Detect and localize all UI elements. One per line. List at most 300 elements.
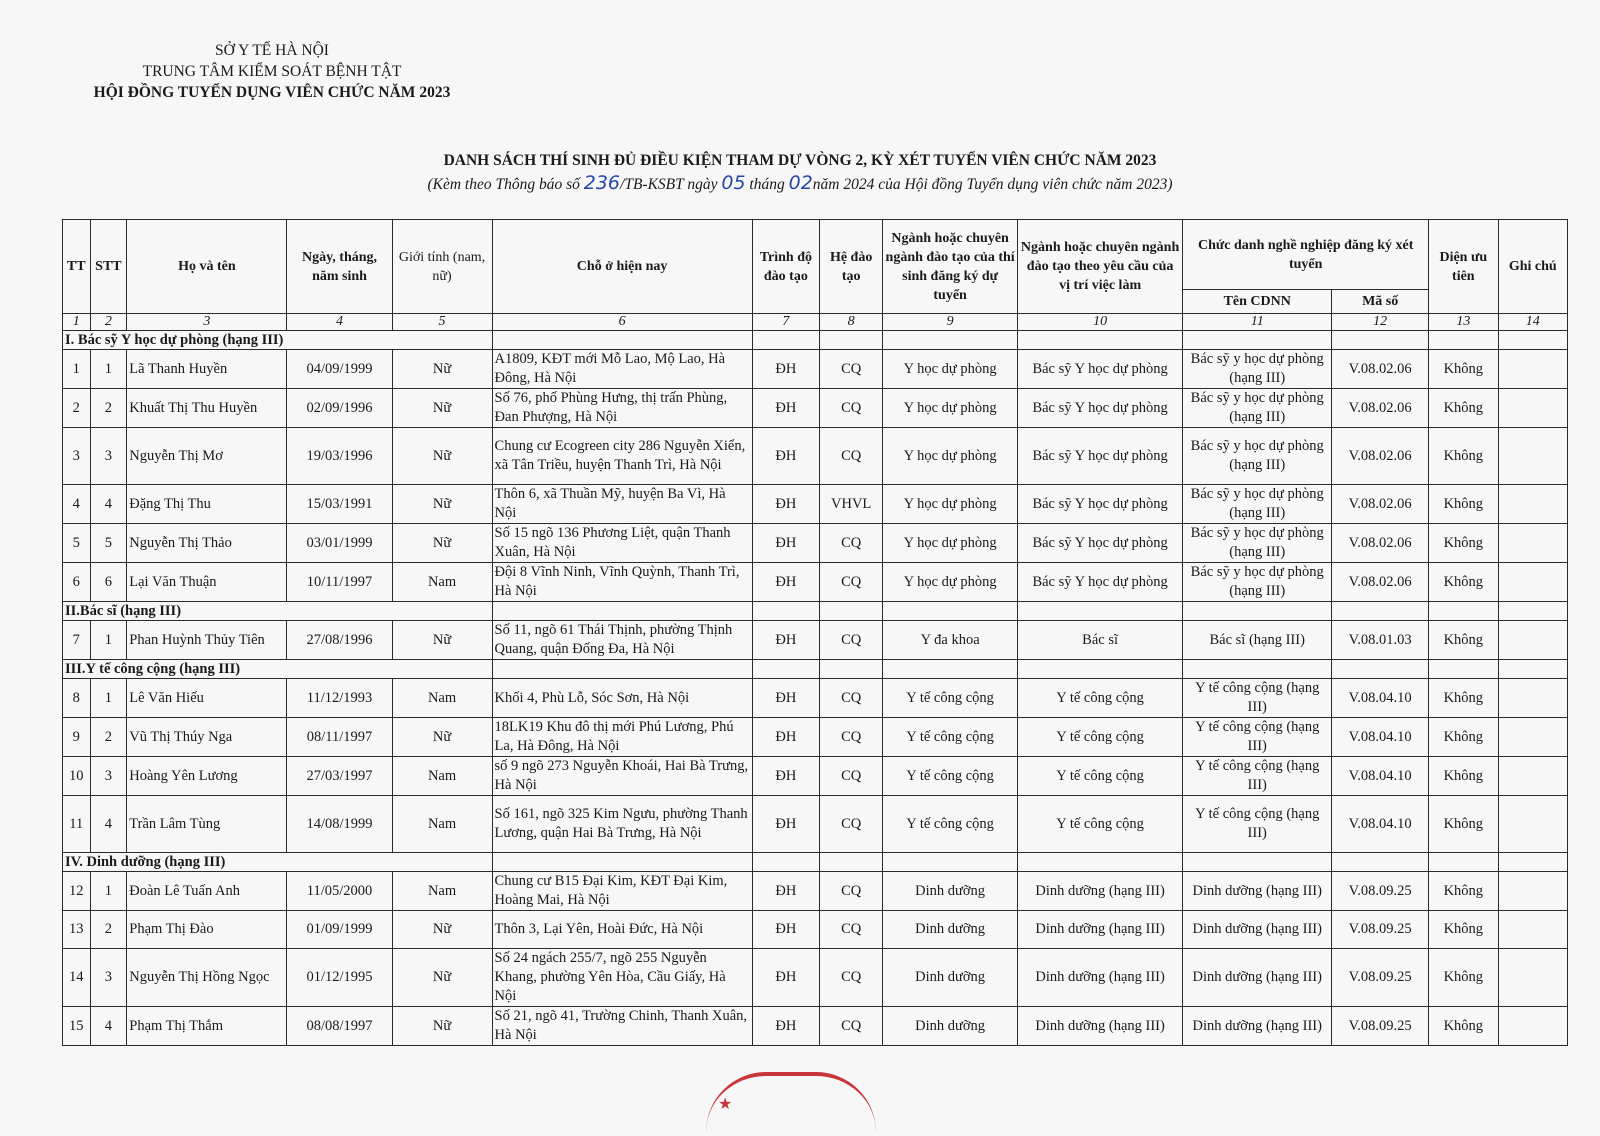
column-number: 14 — [1498, 314, 1568, 331]
cell-tt: 11 — [63, 796, 91, 853]
cell-required: Y tế công cộng — [1017, 718, 1182, 757]
cell-tt: 2 — [63, 389, 91, 428]
cell-mode: CQ — [820, 428, 883, 485]
cell-required: Y tế công cộng — [1017, 679, 1182, 718]
column-number: 5 — [392, 314, 492, 331]
column-number: 9 — [883, 314, 1018, 331]
table-row — [63, 872, 1568, 911]
section-row — [63, 602, 1568, 621]
cell-priority: Không — [1429, 485, 1498, 524]
cell-name: Trần Lâm Tùng — [127, 796, 287, 853]
cell-required: Dinh dưỡng (hạng III) — [1017, 911, 1182, 949]
section-title: III.Y tế công cộng (hạng III) — [63, 660, 493, 679]
cell-gender: Nữ — [392, 524, 492, 563]
cell-position: Bác sỹ y học dự phòng (hạng III) — [1183, 389, 1332, 428]
cell-name: Lê Văn Hiếu — [127, 679, 287, 718]
cell-tt: 4 — [63, 485, 91, 524]
section-blank-cell — [1017, 660, 1182, 679]
cell-note — [1498, 718, 1568, 757]
cell-position: Bác sĩ (hạng III) — [1183, 621, 1332, 660]
cell-major: Y đa khoa — [883, 621, 1018, 660]
section-blank-cell — [1332, 853, 1429, 872]
section-blank-cell — [1332, 331, 1429, 350]
cell-name: Đặng Thị Thu — [127, 485, 287, 524]
cell-code: V.08.09.25 — [1332, 949, 1429, 1007]
cell-mode: CQ — [820, 911, 883, 949]
subtitle-text: /TB-KSBT ngày — [620, 176, 722, 193]
cell-dob: 19/03/1996 — [287, 428, 392, 485]
cell-note — [1498, 679, 1568, 718]
cell-address: số 9 ngõ 273 Nguyễn Khoái, Hai Bà Trưng, Hà Nội — [492, 757, 752, 796]
col-header-address: Chỗ ở hiện nay — [492, 220, 752, 314]
cell-stt: 1 — [90, 350, 127, 389]
section-blank-cell — [752, 602, 819, 621]
cell-tt: 10 — [63, 757, 91, 796]
section-title: I. Bác sỹ Y học dự phòng (hạng III) — [63, 331, 493, 350]
section-blank-cell — [820, 331, 883, 350]
column-number: 11 — [1183, 314, 1332, 331]
cell-name: Đoàn Lê Tuấn Anh — [127, 872, 287, 911]
cell-mode: CQ — [820, 796, 883, 853]
cell-stt: 6 — [90, 563, 127, 602]
cell-code: V.08.02.06 — [1332, 524, 1429, 563]
col-header-gender: Giới tính (nam, nữ) — [392, 220, 492, 314]
table-row — [63, 911, 1568, 949]
cell-address: Chung cư Ecogreen city 286 Nguyễn Xiển, xã Tân Triều, huyện Thanh Trì, Hà Nội — [492, 428, 752, 485]
official-seal — [706, 1072, 876, 1136]
cell-tt: 7 — [63, 621, 91, 660]
cell-level: ĐH — [752, 389, 819, 428]
cell-level: ĐH — [752, 1007, 819, 1046]
section-blank-cell — [1183, 660, 1332, 679]
section-blank-cell — [1332, 602, 1429, 621]
section-blank-cell — [883, 853, 1018, 872]
cell-stt: 2 — [90, 389, 127, 428]
cell-mode: CQ — [820, 621, 883, 660]
cell-dob: 02/09/1996 — [287, 389, 392, 428]
column-number: 3 — [127, 314, 287, 331]
cell-major: Dinh dưỡng — [883, 872, 1018, 911]
cell-note — [1498, 524, 1568, 563]
column-number-row — [63, 314, 1568, 331]
cell-note — [1498, 796, 1568, 853]
section-row — [63, 331, 1568, 350]
cell-mode: CQ — [820, 949, 883, 1007]
cell-address: Chung cư B15 Đại Kim, KĐT Đại Kim, Hoàng Mai, Hà Nội — [492, 872, 752, 911]
cell-name: Nguyễn Thị Thảo — [127, 524, 287, 563]
cell-required: Dinh dưỡng (hạng III) — [1017, 1007, 1182, 1046]
cell-position: Y tế công cộng (hạng III) — [1183, 679, 1332, 718]
cell-name: Khuất Thị Thu Huyền — [127, 389, 287, 428]
col-header-mode: Hệ đào tạo — [820, 220, 883, 314]
cell-code: V.08.01.03 — [1332, 621, 1429, 660]
cell-name: Lại Văn Thuận — [127, 563, 287, 602]
cell-position: Bác sỹ y học dự phòng (hạng III) — [1183, 428, 1332, 485]
cell-level: ĐH — [752, 485, 819, 524]
cell-tt: 1 — [63, 350, 91, 389]
candidate-table — [62, 219, 1568, 1046]
cell-priority: Không — [1429, 524, 1498, 563]
cell-address: Số 24 ngách 255/7, ngõ 255 Nguyễn Khang, phường Yên Hòa, Cầu Giấy, Hà Nội — [492, 949, 752, 1007]
cell-gender: Nam — [392, 679, 492, 718]
document-title: DANH SÁCH THÍ SINH ĐỦ ĐIỀU KIỆN THAM DỰ VÒNG 2, KỲ XÉT TUYỂN VIÊN CHỨC NĂM 2023 — [443, 152, 1157, 169]
col-header-name: Họ và tên — [127, 220, 287, 314]
cell-required: Y tế công cộng — [1017, 796, 1182, 853]
cell-position: Bác sỹ y học dự phòng (hạng III) — [1183, 350, 1332, 389]
subtitle-text: năm 2024 của Hội đồng Tuyển dụng viên chức năm 2023) — [812, 176, 1173, 193]
section-blank-cell — [1498, 331, 1568, 350]
cell-position: Bác sỹ y học dự phòng (hạng III) — [1183, 563, 1332, 602]
cell-mode: CQ — [820, 757, 883, 796]
cell-priority: Không — [1429, 949, 1498, 1007]
cell-mode: CQ — [820, 1007, 883, 1046]
cell-position: Dinh dưỡng (hạng III) — [1183, 949, 1332, 1007]
cell-level: ĐH — [752, 524, 819, 563]
cell-priority: Không — [1429, 350, 1498, 389]
document-title-block — [300, 150, 1300, 196]
cell-position: Y tế công cộng (hạng III) — [1183, 718, 1332, 757]
cell-gender: Nữ — [392, 621, 492, 660]
cell-gender: Nam — [392, 563, 492, 602]
cell-major: Y học dự phòng — [883, 485, 1018, 524]
cell-code: V.08.02.06 — [1332, 350, 1429, 389]
cell-dob: 10/11/1997 — [287, 563, 392, 602]
cell-required: Bác sỹ Y học dự phòng — [1017, 428, 1182, 485]
table-row — [63, 757, 1568, 796]
table-row — [63, 679, 1568, 718]
cell-priority: Không — [1429, 796, 1498, 853]
cell-mode: CQ — [820, 524, 883, 563]
section-blank-cell — [752, 331, 819, 350]
cell-dob: 11/05/2000 — [287, 872, 392, 911]
cell-level: ĐH — [752, 718, 819, 757]
cell-dob: 14/08/1999 — [287, 796, 392, 853]
section-blank-cell — [1429, 660, 1498, 679]
cell-stt: 1 — [90, 872, 127, 911]
col-header-position-name: Tên CDNN — [1183, 290, 1332, 314]
cell-stt: 5 — [90, 524, 127, 563]
cell-tt: 6 — [63, 563, 91, 602]
section-blank-cell — [752, 660, 819, 679]
col-header-tt: TT — [63, 220, 91, 314]
cell-major: Y học dự phòng — [883, 563, 1018, 602]
section-blank-cell — [1017, 331, 1182, 350]
section-blank-cell — [492, 602, 752, 621]
cell-major: Y tế công cộng — [883, 796, 1018, 853]
cell-stt: 3 — [90, 428, 127, 485]
column-number: 13 — [1429, 314, 1498, 331]
section-blank-cell — [492, 853, 752, 872]
cell-code: V.08.09.25 — [1332, 1007, 1429, 1046]
cell-name: Hoàng Yên Lương — [127, 757, 287, 796]
table-row — [63, 428, 1568, 485]
cell-tt: 3 — [63, 428, 91, 485]
cell-address: Số 15 ngõ 136 Phương Liệt, quận Thanh Xuân, Hà Nội — [492, 524, 752, 563]
cell-note — [1498, 949, 1568, 1007]
section-row — [63, 853, 1568, 872]
table-body — [63, 314, 1568, 1046]
cell-dob: 08/08/1997 — [287, 1007, 392, 1046]
cell-major: Y tế công cộng — [883, 679, 1018, 718]
cell-tt: 13 — [63, 911, 91, 949]
cell-level: ĐH — [752, 621, 819, 660]
cell-major: Dinh dưỡng — [883, 911, 1018, 949]
cell-code: V.08.02.06 — [1332, 485, 1429, 524]
cell-dob: 08/11/1997 — [287, 718, 392, 757]
authority-line-1: SỞ Y TẾ HÀ NỘI — [215, 42, 329, 59]
cell-gender: Nữ — [392, 911, 492, 949]
cell-gender: Nữ — [392, 428, 492, 485]
cell-level: ĐH — [752, 911, 819, 949]
cell-major: Y tế công cộng — [883, 757, 1018, 796]
col-header-dob: Ngày, tháng, năm sinh — [287, 220, 392, 314]
document-subtitle — [300, 172, 1300, 196]
cell-stt: 4 — [90, 485, 127, 524]
section-blank-cell — [752, 853, 819, 872]
cell-position: Bác sỹ y học dự phòng (hạng III) — [1183, 524, 1332, 563]
cell-code: V.08.02.06 — [1332, 563, 1429, 602]
section-blank-cell — [1332, 660, 1429, 679]
col-header-required: Ngành hoặc chuyên ngành đào tạo theo yêu cầu của vị trí việc làm — [1017, 220, 1182, 314]
cell-major: Y tế công cộng — [883, 718, 1018, 757]
cell-major: Y học dự phòng — [883, 389, 1018, 428]
section-title: IV. Dinh dưỡng (hạng III) — [63, 853, 493, 872]
section-blank-cell — [820, 602, 883, 621]
cell-stt: 4 — [90, 1007, 127, 1046]
cell-priority: Không — [1429, 428, 1498, 485]
handwritten-day: 05 — [721, 172, 746, 194]
cell-dob: 15/03/1991 — [287, 485, 392, 524]
cell-dob: 11/12/1993 — [287, 679, 392, 718]
section-blank-cell — [1017, 602, 1182, 621]
cell-position: Dinh dưỡng (hạng III) — [1183, 911, 1332, 949]
cell-major: Dinh dưỡng — [883, 1007, 1018, 1046]
cell-required: Bác sĩ — [1017, 621, 1182, 660]
table-row — [63, 524, 1568, 563]
section-blank-cell — [492, 331, 752, 350]
cell-gender: Nữ — [392, 718, 492, 757]
cell-mode: CQ — [820, 718, 883, 757]
column-number: 8 — [820, 314, 883, 331]
cell-dob: 03/01/1999 — [287, 524, 392, 563]
cell-address: Thôn 3, Lại Yên, Hoài Đức, Hà Nội — [492, 911, 752, 949]
cell-level: ĐH — [752, 428, 819, 485]
table-row — [63, 350, 1568, 389]
cell-address: Số 21, ngõ 41, Trường Chinh, Thanh Xuân, Hà Nội — [492, 1007, 752, 1046]
cell-gender: Nam — [392, 872, 492, 911]
cell-priority: Không — [1429, 389, 1498, 428]
star-icon: ★ — [718, 1094, 733, 1113]
cell-note — [1498, 350, 1568, 389]
cell-level: ĐH — [752, 949, 819, 1007]
table-row — [63, 485, 1568, 524]
cell-position: Bác sỹ y học dự phòng (hạng III) — [1183, 485, 1332, 524]
section-blank-cell — [820, 660, 883, 679]
cell-position: Y tế công cộng (hạng III) — [1183, 796, 1332, 853]
cell-stt: 1 — [90, 621, 127, 660]
cell-major: Y học dự phòng — [883, 524, 1018, 563]
cell-address: 18LK19 Khu đô thị mới Phú Lương, Phú La, Hà Đông, Hà Nội — [492, 718, 752, 757]
column-number: 7 — [752, 314, 819, 331]
table-row — [63, 563, 1568, 602]
cell-dob: 01/09/1999 — [287, 911, 392, 949]
cell-address: Số 11, ngõ 61 Thái Thịnh, phường Thịnh Quang, quận Đống Đa, Hà Nội — [492, 621, 752, 660]
col-header-position-code: Mã số — [1332, 290, 1429, 314]
cell-required: Bác sỹ Y học dự phòng — [1017, 524, 1182, 563]
cell-code: V.08.04.10 — [1332, 757, 1429, 796]
section-blank-cell — [1183, 602, 1332, 621]
cell-major: Y học dự phòng — [883, 350, 1018, 389]
col-header-note: Ghi chú — [1498, 220, 1568, 314]
section-blank-cell — [1183, 331, 1332, 350]
table-row — [63, 718, 1568, 757]
cell-level: ĐH — [752, 563, 819, 602]
cell-dob: 04/09/1999 — [287, 350, 392, 389]
cell-dob: 27/03/1997 — [287, 757, 392, 796]
column-number: 4 — [287, 314, 392, 331]
cell-name: Nguyễn Thị Mơ — [127, 428, 287, 485]
cell-priority: Không — [1429, 757, 1498, 796]
col-header-stt: STT — [90, 220, 127, 314]
cell-gender: Nữ — [392, 350, 492, 389]
cell-code: V.08.02.06 — [1332, 389, 1429, 428]
table-row — [63, 796, 1568, 853]
cell-gender: Nữ — [392, 1007, 492, 1046]
col-header-major: Ngành hoặc chuyên ngành đào tạo của thí sinh đăng ký dự tuyển — [883, 220, 1018, 314]
cell-note — [1498, 911, 1568, 949]
authority-line-3: HỘI ĐỒNG TUYỂN DỤNG VIÊN CHỨC NĂM 2023 — [93, 84, 451, 101]
cell-priority: Không — [1429, 679, 1498, 718]
cell-name: Nguyễn Thị Hồng Ngọc — [127, 949, 287, 1007]
col-header-priority: Diện ưu tiên — [1429, 220, 1498, 314]
cell-required: Bác sỹ Y học dự phòng — [1017, 389, 1182, 428]
section-blank-cell — [1429, 331, 1498, 350]
cell-note — [1498, 485, 1568, 524]
cell-required: Dinh dưỡng (hạng III) — [1017, 949, 1182, 1007]
cell-level: ĐH — [752, 872, 819, 911]
cell-required: Bác sỹ Y học dự phòng — [1017, 563, 1182, 602]
cell-stt: 2 — [90, 911, 127, 949]
cell-address: Số 161, ngõ 325 Kim Ngưu, phường Thanh Lương, quận Hai Bà Trưng, Hà Nội — [492, 796, 752, 853]
cell-name: Lã Thanh Huyền — [127, 350, 287, 389]
cell-code: V.08.04.10 — [1332, 796, 1429, 853]
cell-priority: Không — [1429, 621, 1498, 660]
cell-code: V.08.04.10 — [1332, 679, 1429, 718]
section-blank-cell — [1183, 853, 1332, 872]
cell-position: Y tế công cộng (hạng III) — [1183, 757, 1332, 796]
cell-gender: Nam — [392, 757, 492, 796]
cell-note — [1498, 428, 1568, 485]
col-header-position: Chức danh nghề nghiệp đăng ký xét tuyển — [1183, 220, 1429, 290]
cell-major: Dinh dưỡng — [883, 949, 1018, 1007]
cell-mode: CQ — [820, 350, 883, 389]
cell-stt: 4 — [90, 796, 127, 853]
cell-required: Bác sỹ Y học dự phòng — [1017, 350, 1182, 389]
subtitle-text: (Kèm theo Thông báo số — [427, 176, 584, 193]
column-number: 10 — [1017, 314, 1182, 331]
cell-stt: 3 — [90, 757, 127, 796]
cell-tt: 15 — [63, 1007, 91, 1046]
section-blank-cell — [1429, 853, 1498, 872]
section-row — [63, 660, 1568, 679]
section-title: II.Bác sĩ (hạng III) — [63, 602, 493, 621]
column-number: 2 — [90, 314, 127, 331]
cell-mode: CQ — [820, 563, 883, 602]
cell-priority: Không — [1429, 911, 1498, 949]
cell-note — [1498, 563, 1568, 602]
section-blank-cell — [1498, 853, 1568, 872]
cell-gender: Nữ — [392, 389, 492, 428]
subtitle-text: tháng — [745, 176, 789, 193]
column-number: 6 — [492, 314, 752, 331]
cell-tt: 12 — [63, 872, 91, 911]
cell-mode: VHVL — [820, 485, 883, 524]
cell-name: Vũ Thị Thúy Nga — [127, 718, 287, 757]
column-number: 1 — [63, 314, 91, 331]
table-row — [63, 621, 1568, 660]
cell-required: Dinh dưỡng (hạng III) — [1017, 872, 1182, 911]
col-header-level: Trình độ đào tạo — [752, 220, 819, 314]
cell-level: ĐH — [752, 757, 819, 796]
section-blank-cell — [820, 853, 883, 872]
cell-level: ĐH — [752, 350, 819, 389]
cell-address: A1809, KĐT mới Mỗ Lao, Mộ Lao, Hà Đông, Hà Nội — [492, 350, 752, 389]
authority-line-2: TRUNG TÂM KIỂM SOÁT BỆNH TẬT — [142, 63, 402, 80]
cell-name: Phạm Thị Thắm — [127, 1007, 287, 1046]
section-blank-cell — [1017, 853, 1182, 872]
cell-dob: 27/08/1996 — [287, 621, 392, 660]
cell-stt: 1 — [90, 679, 127, 718]
section-blank-cell — [1498, 660, 1568, 679]
table-row — [63, 1007, 1568, 1046]
cell-required: Bác sỹ Y học dự phòng — [1017, 485, 1182, 524]
cell-address: Đội 8 Vĩnh Ninh, Vĩnh Quỳnh, Thanh Trì, Hà Nội — [492, 563, 752, 602]
cell-address: Số 76, phố Phùng Hưng, thị trấn Phùng, Đan Phượng, Hà Nội — [492, 389, 752, 428]
cell-mode: CQ — [820, 389, 883, 428]
cell-priority: Không — [1429, 718, 1498, 757]
cell-note — [1498, 757, 1568, 796]
handwritten-month: 02 — [788, 172, 813, 194]
issuing-authority — [62, 40, 482, 103]
cell-stt: 2 — [90, 718, 127, 757]
cell-level: ĐH — [752, 679, 819, 718]
cell-name: Phan Huỳnh Thủy Tiên — [127, 621, 287, 660]
cell-tt: 5 — [63, 524, 91, 563]
cell-code: V.08.09.25 — [1332, 911, 1429, 949]
cell-tt: 9 — [63, 718, 91, 757]
cell-note — [1498, 1007, 1568, 1046]
section-blank-cell — [492, 660, 752, 679]
table-row — [63, 949, 1568, 1007]
cell-mode: CQ — [820, 872, 883, 911]
cell-major: Y học dự phòng — [883, 428, 1018, 485]
cell-priority: Không — [1429, 1007, 1498, 1046]
section-blank-cell — [883, 602, 1018, 621]
cell-note — [1498, 872, 1568, 911]
cell-code: V.08.04.10 — [1332, 718, 1429, 757]
cell-level: ĐH — [752, 796, 819, 853]
cell-dob: 01/12/1995 — [287, 949, 392, 1007]
cell-code: V.08.09.25 — [1332, 872, 1429, 911]
cell-gender: Nữ — [392, 485, 492, 524]
cell-tt: 14 — [63, 949, 91, 1007]
cell-mode: CQ — [820, 679, 883, 718]
cell-address: Thôn 6, xã Thuần Mỹ, huyện Ba Vì, Hà Nội — [492, 485, 752, 524]
section-blank-cell — [1429, 602, 1498, 621]
cell-note — [1498, 621, 1568, 660]
cell-position: Dinh dưỡng (hạng III) — [1183, 872, 1332, 911]
column-number: 12 — [1332, 314, 1429, 331]
